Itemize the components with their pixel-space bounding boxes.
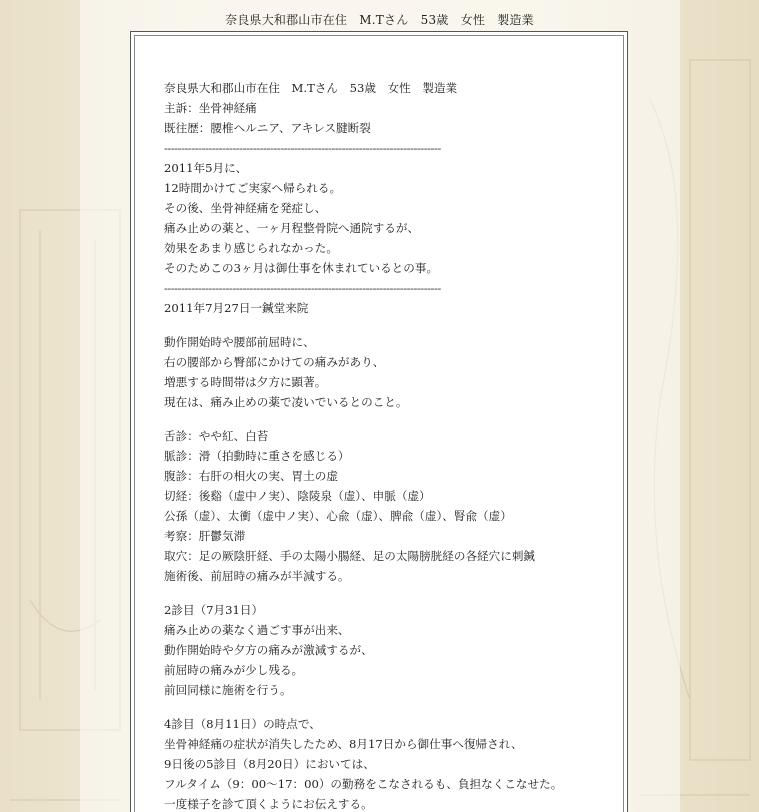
symptom-line: 右の腰部から臀部にかけての痛みがあり、 bbox=[164, 355, 385, 369]
section-divider: --------------------------------------------------------------------------------- bbox=[164, 141, 441, 155]
visit-2-line: 2診目（7月31日） bbox=[164, 603, 264, 617]
diagnosis-line: 腹診：右肝の相火の実、胃土の虚 bbox=[164, 469, 338, 483]
symptom-line: 動作開始時や腰部前屈時に、 bbox=[164, 335, 315, 349]
visit-4 bbox=[164, 714, 604, 812]
story-line: 2011年5月に、 bbox=[164, 161, 248, 175]
page-title: 奈良県大和郡山市在住 M.Tさん 53歳 女性 製造業 bbox=[225, 13, 534, 27]
visit-2-line: 動作開始時や夕方の痛みが激減するが、 bbox=[164, 643, 373, 657]
story-line: その後、坐骨神経痛を発症し、 bbox=[164, 201, 327, 215]
story-line: 効果をあまり感じられなかった。 bbox=[164, 241, 338, 255]
symptom-line: 現在は、痛み止めの薬で凌いでいるとのこと。 bbox=[164, 395, 408, 409]
visit-4-line: フルタイム（9：00〜17：00）の勤務をこなされるも、負担なくこなせた。 bbox=[164, 777, 563, 791]
background-story bbox=[164, 158, 604, 278]
visit-2-line: 痛み止めの薬なく過ごす事が出来、 bbox=[164, 623, 350, 637]
chief-complaint: 主訴：坐骨神経痛 bbox=[164, 101, 257, 115]
diagnosis-line: 考察：肝鬱気滞 bbox=[164, 529, 246, 543]
visit-4-line: 4診目（8月11日）の時点で、 bbox=[164, 717, 321, 731]
story-line: 痛み止めの薬と、一ヶ月程整骨院へ通院するが、 bbox=[164, 221, 420, 235]
patient-profile bbox=[164, 78, 604, 138]
visit-4-line: 一度様子を診て頂くようにお伝えする。 bbox=[164, 797, 373, 811]
story-line: 12時間かけてご実家へ帰られる。 bbox=[164, 181, 342, 195]
profile-line: 奈良県大和郡山市在住 M.Tさん 53歳 女性 製造業 bbox=[164, 81, 458, 95]
case-report bbox=[164, 78, 604, 812]
visit-2 bbox=[164, 600, 604, 700]
story-line: そのためこの3ヶ月は御仕事を休まれているとの事。 bbox=[164, 261, 439, 275]
visit-2-line: 前屈時の痛みが少し残る。 bbox=[164, 663, 304, 677]
visit-2-line: 前回同様に施術を行う。 bbox=[164, 683, 292, 697]
symptom-line: 増悪する時間帯は夕方に顕著。 bbox=[164, 375, 327, 389]
diagnosis-line: 舌診：やや紅、白苔 bbox=[164, 429, 269, 443]
diagnosis-line: 切経：後谿（虚中ノ実）、陰陵泉（虚）、申脈（虚） bbox=[164, 489, 431, 503]
diagnosis-line: 施術後、前屈時の痛みが半減する。 bbox=[164, 569, 350, 583]
visit-4-line: 坐骨神経痛の症状が消失したため、8月17日から御仕事へ復帰され、 bbox=[164, 737, 523, 751]
visit-date: 2011年7月27日一鍼堂来院 bbox=[164, 301, 309, 315]
visit-4-line: 9日後の5診目（8月20日）においては、 bbox=[164, 757, 375, 771]
symptoms bbox=[164, 332, 604, 412]
medical-history: 既往歴：腰椎ヘルニア、アキレス腱断裂 bbox=[164, 121, 371, 135]
section-divider: --------------------------------------------------------------------------------- bbox=[164, 281, 441, 295]
diagnosis-line: 取穴：足の厥陰肝経、手の太陽小腸経、足の太陽膀胱経の各経穴に刺鍼 bbox=[164, 549, 536, 563]
diagnosis bbox=[164, 426, 604, 586]
diagnosis-line: 脈診：滑（拍動時に重さを感じる） bbox=[164, 449, 350, 463]
diagnosis-line: 公孫（虚）、太衝（虚中ノ実）、心兪（虚）、脾兪（虚）、腎兪（虚） bbox=[164, 509, 512, 523]
